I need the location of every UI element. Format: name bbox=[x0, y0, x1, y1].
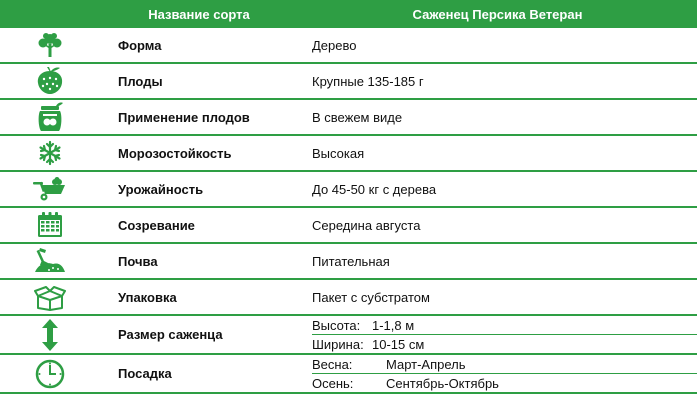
row-icon-cell bbox=[0, 315, 100, 354]
width-value: 10-15 см bbox=[372, 336, 425, 352]
spring-key: Весна: bbox=[312, 356, 353, 372]
table-row bbox=[0, 279, 697, 315]
row-icon-cell bbox=[0, 171, 100, 207]
header-icon-cell bbox=[0, 0, 100, 28]
clock-icon bbox=[0, 359, 100, 389]
table-row bbox=[0, 63, 697, 99]
height-value: 1-1,8 м bbox=[372, 317, 415, 333]
size-values bbox=[298, 315, 697, 354]
shovel-icon bbox=[0, 248, 100, 274]
autumn-key: Осень: bbox=[312, 375, 354, 391]
width-key: Ширина: bbox=[312, 336, 364, 352]
planting-values bbox=[298, 354, 697, 393]
jar-icon bbox=[0, 102, 100, 132]
box-icon bbox=[0, 283, 100, 311]
autumn-line bbox=[312, 373, 697, 392]
row-label: Применение плодов bbox=[100, 99, 298, 135]
row-value: В свежем виде bbox=[298, 99, 697, 135]
row-label: Почва bbox=[100, 243, 298, 279]
table-header bbox=[0, 0, 697, 28]
row-label: Упаковка bbox=[100, 279, 298, 315]
row-label: Урожайность bbox=[100, 171, 298, 207]
row-value: Питательная bbox=[298, 243, 697, 279]
row-label: Форма bbox=[100, 28, 298, 63]
spring-line bbox=[312, 355, 697, 373]
height-key: Высота: bbox=[312, 317, 361, 333]
row-value: Высокая bbox=[298, 135, 697, 171]
table-row bbox=[0, 135, 697, 171]
row-icon-cell bbox=[0, 28, 100, 63]
autumn-value: Сентябрь-Октябрь bbox=[386, 375, 499, 391]
row-icon-cell bbox=[0, 207, 100, 243]
header-name: Название сорта bbox=[100, 0, 298, 28]
row-value: Пакет с субстратом bbox=[298, 279, 697, 315]
snowflake-icon bbox=[0, 140, 100, 166]
row-label: Плоды bbox=[100, 63, 298, 99]
row-icon-cell bbox=[0, 63, 100, 99]
row-icon-cell bbox=[0, 279, 100, 315]
row-value: До 45-50 кг с дерева bbox=[298, 171, 697, 207]
calendar-icon bbox=[0, 211, 100, 239]
header-value: Саженец Персика Ветеран bbox=[298, 0, 697, 28]
table-row bbox=[0, 171, 697, 207]
row-icon-cell bbox=[0, 243, 100, 279]
table-row-size bbox=[0, 315, 697, 354]
tree-icon bbox=[0, 32, 100, 58]
row-value: Дерево bbox=[298, 28, 697, 63]
row-value: Крупные 135-185 г bbox=[298, 63, 697, 99]
row-label: Морозостойкость bbox=[100, 135, 298, 171]
row-icon-cell bbox=[0, 99, 100, 135]
row-label: Посадка bbox=[100, 354, 298, 393]
table-row-planting bbox=[0, 354, 697, 393]
row-value: Середина августа bbox=[298, 207, 697, 243]
fruit-icon bbox=[0, 67, 100, 95]
height-line bbox=[312, 316, 697, 334]
row-label: Размер саженца bbox=[100, 315, 298, 354]
arrows-vertical-icon bbox=[0, 319, 100, 351]
table-row bbox=[0, 99, 697, 135]
width-line bbox=[312, 334, 697, 353]
row-icon-cell bbox=[0, 135, 100, 171]
spring-value: Март-Апрель bbox=[386, 356, 466, 372]
row-label: Созревание bbox=[100, 207, 298, 243]
table-row bbox=[0, 243, 697, 279]
table-row bbox=[0, 207, 697, 243]
table-row bbox=[0, 28, 697, 63]
row-icon-cell bbox=[0, 354, 100, 393]
wheelbarrow-icon bbox=[0, 177, 100, 201]
